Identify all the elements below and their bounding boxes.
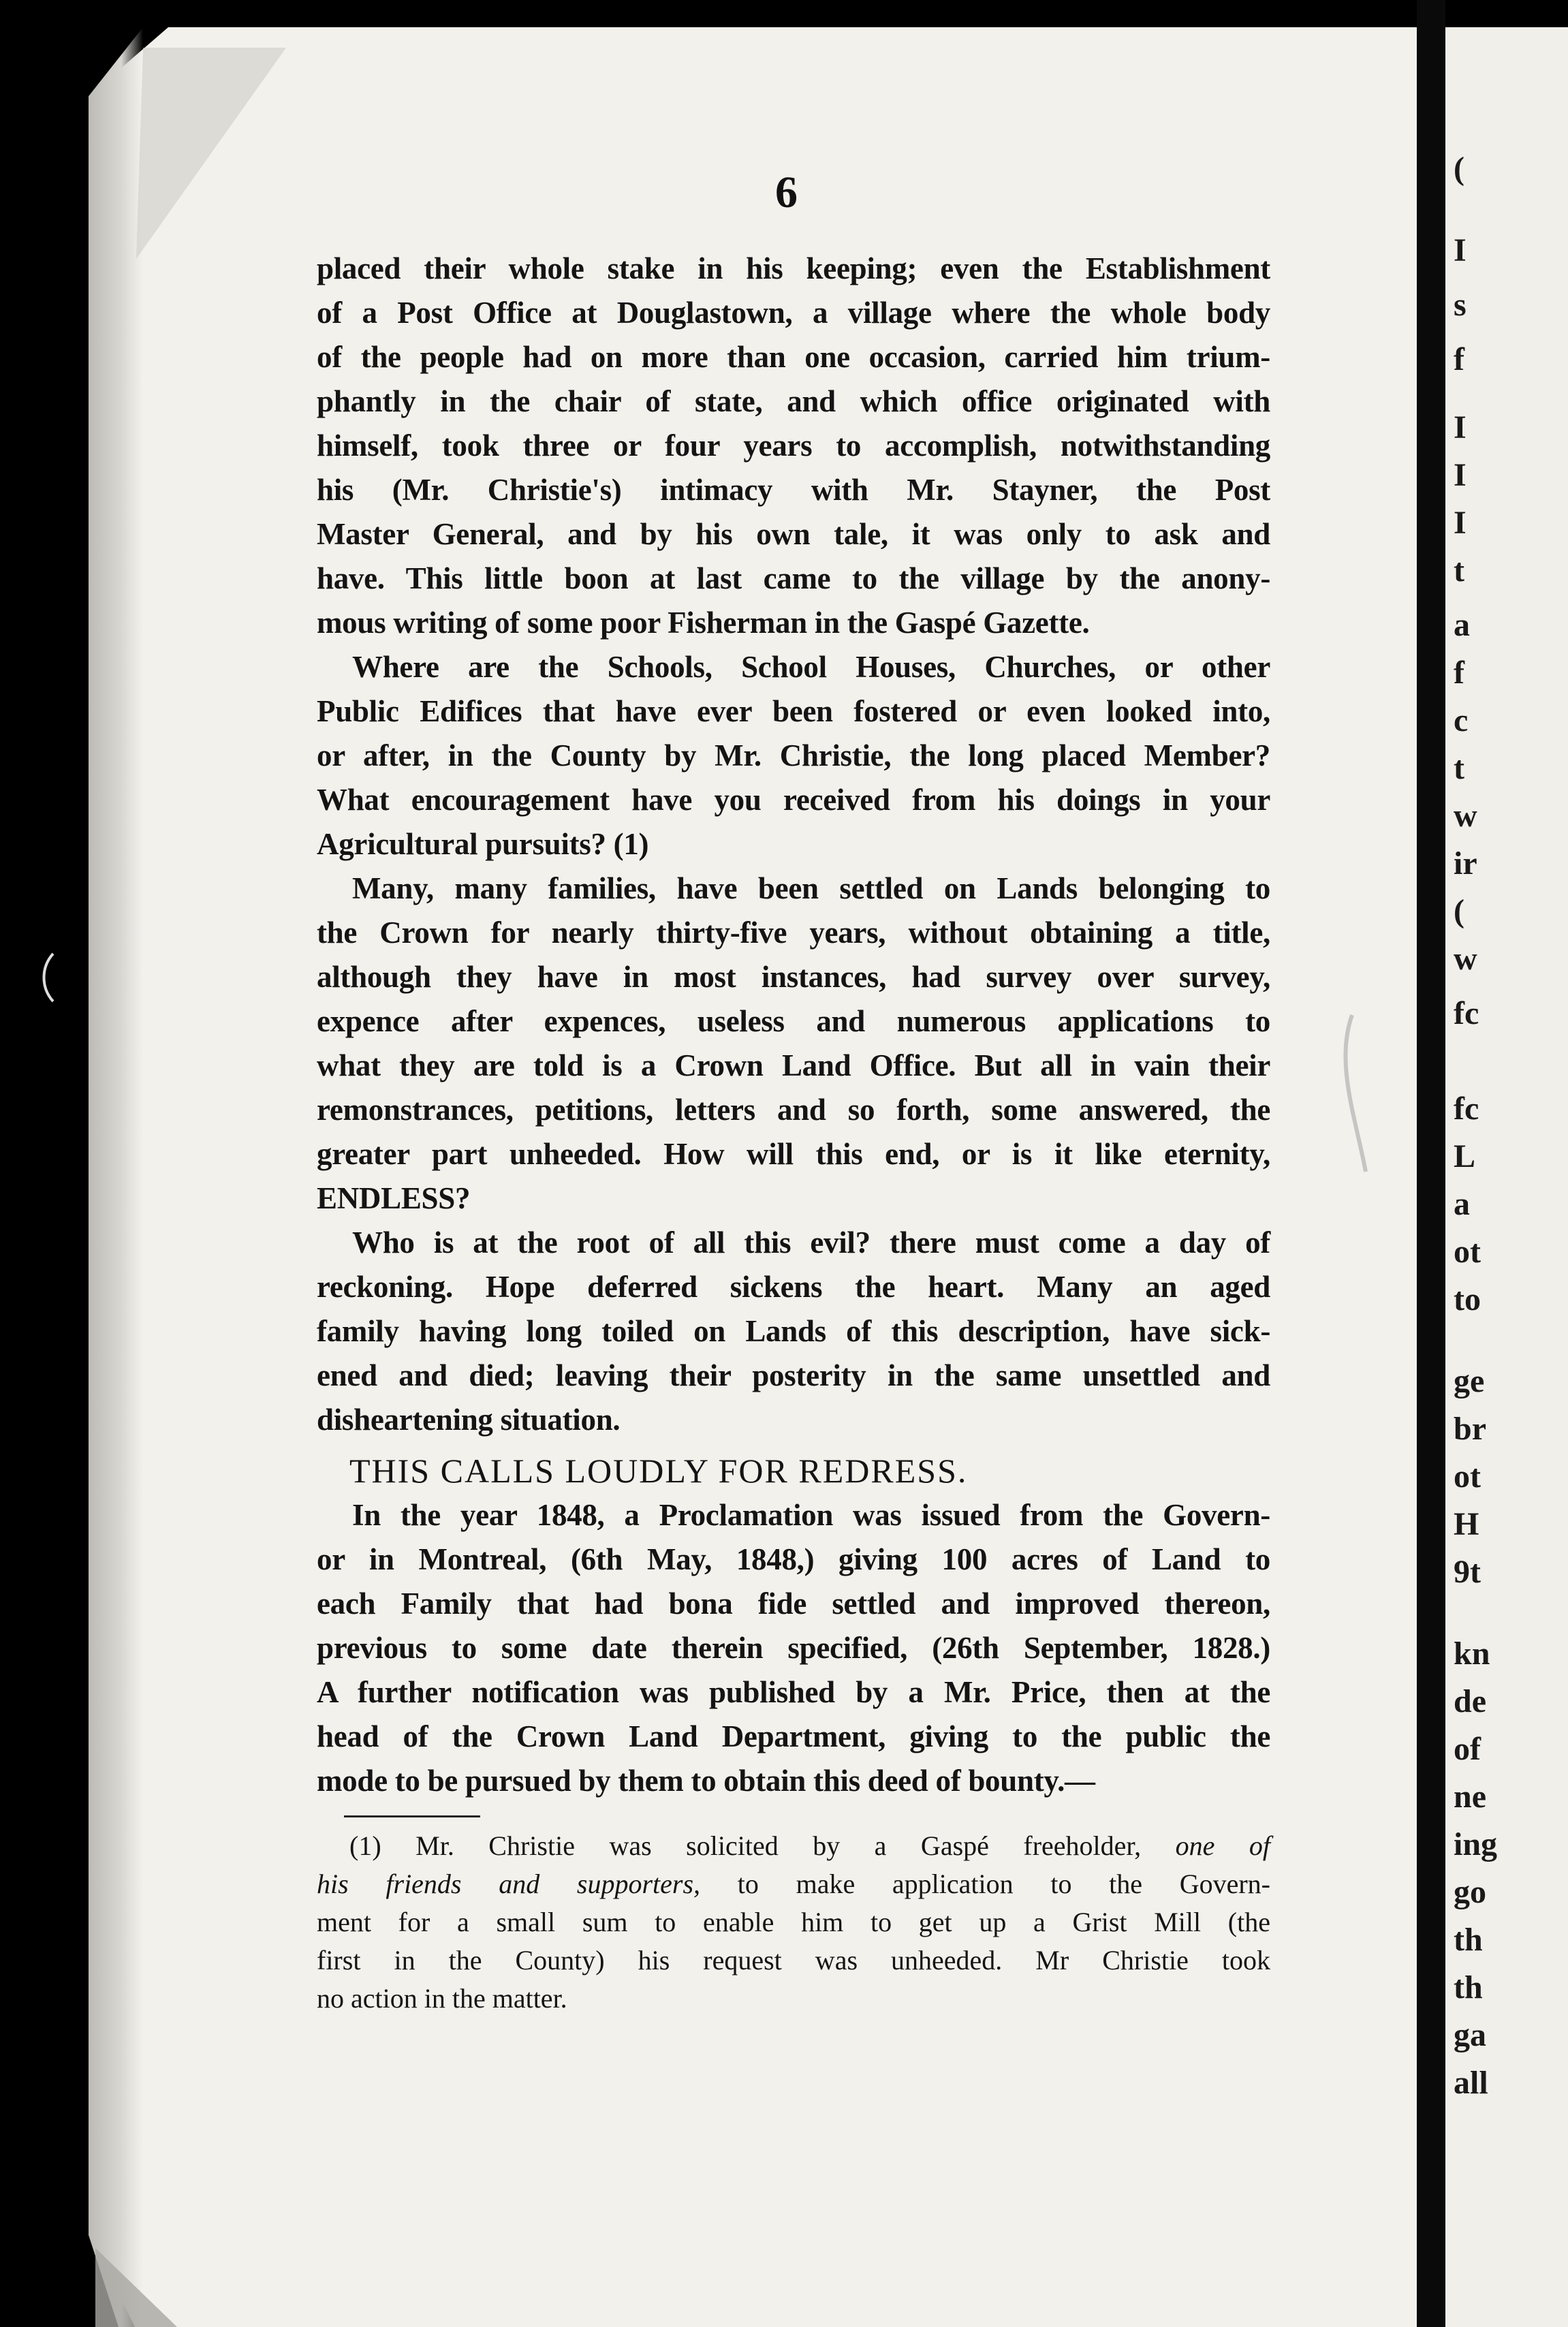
text-line: mode to be pursued by them to obtain this deed of bounty.— xyxy=(317,1764,1095,1798)
text-line: Agricultural pursuits? (1) xyxy=(317,827,649,861)
text-line: greater part unheeded. How will this end, or is it like eternity, xyxy=(317,1137,1270,1171)
facing-page-glyph: I xyxy=(1454,409,1467,446)
text-line: although they have in most instances, had survey over survey, xyxy=(317,960,1270,994)
text-line: the Crown for nearly thirty-five years, without obtaining a title, xyxy=(317,916,1270,950)
facing-page-glyph: ga xyxy=(1454,2017,1486,2053)
facing-page-glyph: ir xyxy=(1454,845,1477,881)
facing-page-glyph: fc xyxy=(1454,995,1479,1031)
text-line: ened and died; leaving their posterity in the same unsettled and xyxy=(317,1358,1270,1392)
facing-page-glyph: f xyxy=(1454,655,1464,691)
text-line: each Family that had bona fide settled and improved thereon, xyxy=(317,1587,1270,1621)
text-line: previous to some date therein specified, (26th September, 1828.) xyxy=(317,1631,1270,1665)
facing-page-glyph: a xyxy=(1454,1186,1470,1222)
text-line: head of the Crown Land Department, giving to the public the xyxy=(317,1719,1270,1753)
body-text-2 xyxy=(317,1493,1270,1803)
text-line: have. This little boon at last came to the village by the anony- xyxy=(317,561,1270,595)
facing-page-glyph: ( xyxy=(1454,151,1464,187)
text-line: A further notification was published by a Mr. Price, then at the xyxy=(317,1675,1270,1709)
facing-page-glyph: f xyxy=(1454,341,1464,377)
text-line: Public Edifices that have ever been fostered or even looked into, xyxy=(317,694,1270,728)
text-line: expence after expences, useless and numerous applications to xyxy=(317,1004,1270,1038)
text-line: remonstrances, petitions, letters and so forth, some answered, the xyxy=(317,1093,1270,1127)
facing-page-glyph: w xyxy=(1454,941,1477,977)
facing-page-fragment xyxy=(1445,27,1568,2327)
text-line: ENDLESS? xyxy=(317,1181,471,1215)
facing-page-glyph: H xyxy=(1454,1506,1479,1542)
facing-page-glyph: kn xyxy=(1454,1636,1490,1672)
facing-page-glyph: ge xyxy=(1454,1363,1485,1399)
facing-page-glyph: t xyxy=(1454,750,1464,786)
text-line: Many, many families, have been settled on Lands belonging to xyxy=(352,871,1270,905)
facing-page-glyph: s xyxy=(1454,287,1467,323)
facing-page-glyph: of xyxy=(1454,1731,1481,1767)
book-gutter xyxy=(1417,0,1445,2327)
text-line: or in Montreal, (6th May, 1848,) giving 100 acres of Land to xyxy=(317,1542,1270,1576)
footnote-line: his friends and supporters, to make application to the Govern- xyxy=(317,1869,1271,1899)
facing-page-glyph: ot xyxy=(1454,1458,1481,1495)
facing-page-glyph: 9t xyxy=(1454,1554,1481,1590)
facing-page-glyph: ot xyxy=(1454,1234,1481,1270)
footnote-line: first in the County) his request was unheeded. Mr Christie took xyxy=(317,1945,1270,1975)
facing-page-glyph: fc xyxy=(1454,1091,1479,1127)
facing-page-glyph: w xyxy=(1454,798,1477,834)
text-line: In the year 1848, a Proclamation was issued from the Govern- xyxy=(352,1498,1270,1532)
facing-page-glyph: a xyxy=(1454,607,1470,643)
text-line: of the people had on more than one occasion, carried him trium- xyxy=(317,340,1270,374)
body-text xyxy=(317,247,1270,1442)
text-line: reckoning. Hope deferred sickens the heart. Many an aged xyxy=(317,1270,1270,1304)
facing-page-glyph: t xyxy=(1454,552,1464,589)
facing-page-glyph: de xyxy=(1454,1683,1486,1719)
facing-page-glyph: L xyxy=(1454,1138,1476,1174)
text-line: placed their whole stake in his keeping; even the Establishment xyxy=(317,251,1270,285)
facing-page-glyph: go xyxy=(1454,1874,1486,1910)
text-line: what they are told is a Crown Land Office. But all in vain their xyxy=(317,1048,1270,1082)
text-line: family having long toiled on Lands of this description, have sick- xyxy=(317,1314,1270,1348)
footnote-line: (1) Mr. Christie was solicited by a Gaspé freeholder, one of xyxy=(349,1830,1271,1861)
text-line: or after, in the County by Mr. Christie, the long placed Member? xyxy=(317,738,1270,772)
text-line: Where are the Schools, School Houses, Churches, or other xyxy=(352,650,1270,684)
page-number: 6 xyxy=(775,168,798,217)
facing-page-glyph: I xyxy=(1454,457,1467,493)
text-line: phantly in the chair of state, and which office originated with xyxy=(317,384,1270,418)
text-line: himself, took three or four years to accomplish, notwithstanding xyxy=(317,428,1270,463)
facing-page-glyph: all xyxy=(1454,2065,1488,2101)
facing-page-glyph: I xyxy=(1454,232,1467,268)
facing-page-glyph: ing xyxy=(1454,1826,1498,1862)
text-line: his (Mr. Christie's) intimacy with Mr. Stayner, the Post xyxy=(317,473,1270,507)
text-line: Master General, and by his own tale, it was only to ask and xyxy=(317,517,1270,551)
footnote-line: ment for a small sum to enable him to get up a Grist Mill (the xyxy=(317,1907,1270,1937)
text-line: Who is at the root of all this evil? there must come a day of xyxy=(352,1225,1270,1260)
facing-page-glyph: I xyxy=(1454,505,1467,541)
text-line: mous writing of some poor Fisherman in the Gaspé Gazette. xyxy=(317,606,1090,640)
facing-page-glyph: br xyxy=(1454,1411,1486,1447)
footnote xyxy=(317,1827,1270,2018)
facing-page-glyph: c xyxy=(1454,702,1469,738)
footnote-line: no action in the matter. xyxy=(317,1983,567,2014)
facing-page-glyph: ne xyxy=(1454,1779,1486,1815)
document-body xyxy=(317,247,1270,2018)
facing-page-glyph: to xyxy=(1454,1281,1481,1317)
footnote-rule xyxy=(344,1815,480,1817)
text-line: What encouragement have you received from his doings in your xyxy=(317,783,1270,817)
page-edge-shadow xyxy=(89,27,143,2327)
text-line: disheartening situation. xyxy=(317,1403,621,1437)
section-heading: THIS CALLS LOUDLY FOR REDRESS. xyxy=(349,1452,968,1490)
facing-page-glyph: ( xyxy=(1454,893,1464,929)
facing-page-glyph: th xyxy=(1454,1922,1483,1958)
facing-page-glyph: th xyxy=(1454,1969,1483,2005)
text-line: of a Post Office at Douglastown, a village where the whole body xyxy=(317,296,1270,330)
